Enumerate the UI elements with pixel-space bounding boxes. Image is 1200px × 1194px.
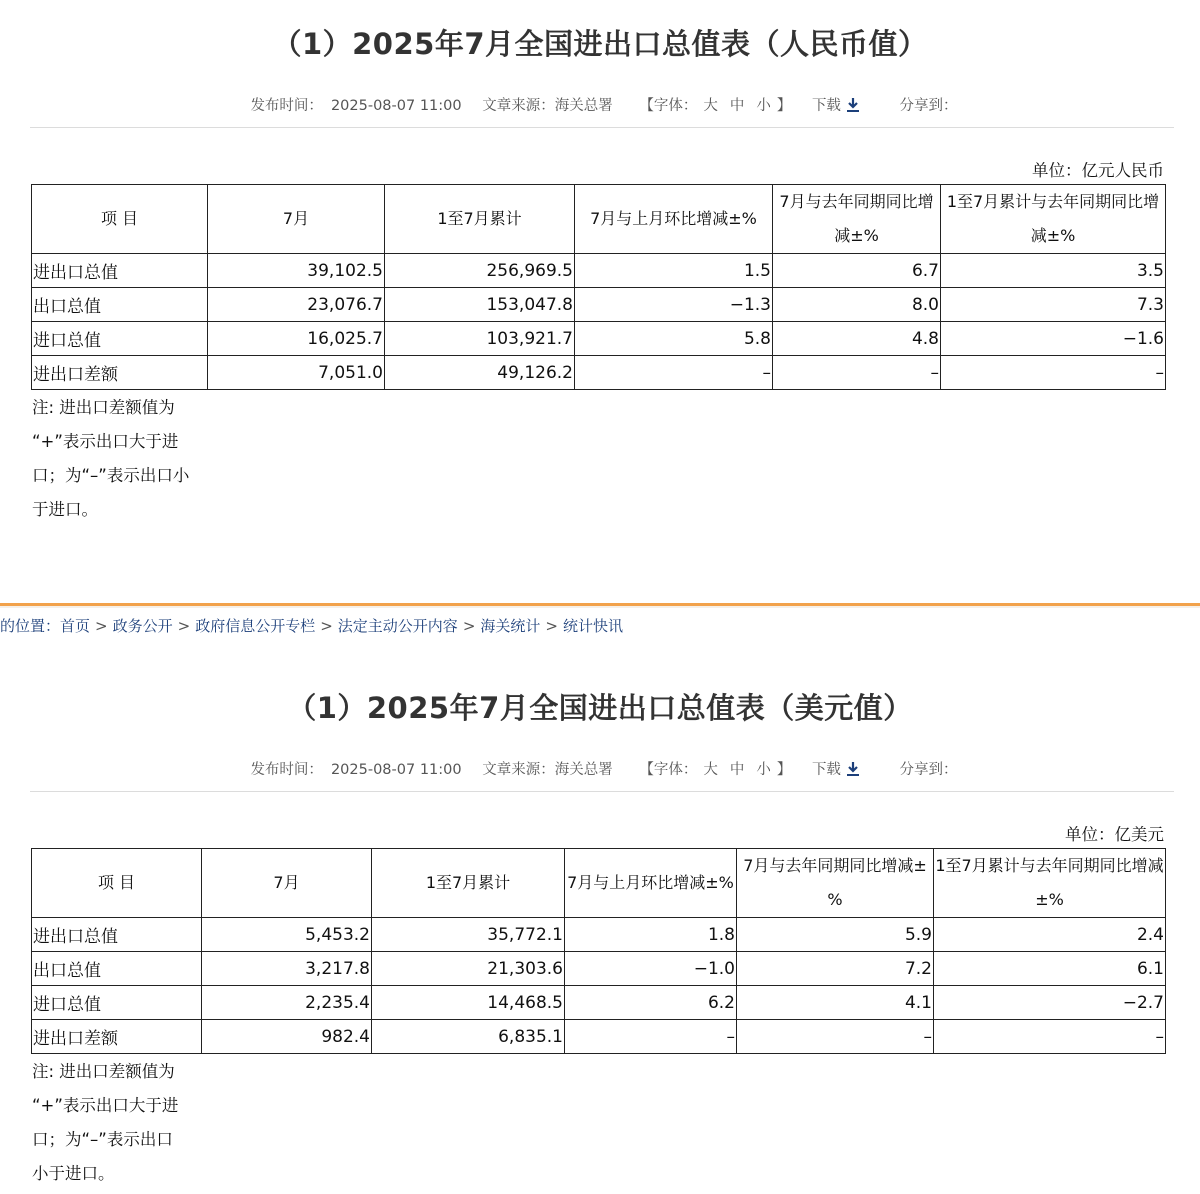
cell-yoy: 4.8: [773, 322, 941, 356]
source-label: 文章来源：: [482, 98, 555, 114]
download-arrow-icon: [847, 98, 859, 112]
cell-cumulative: 35,772.1: [372, 918, 565, 952]
cell-mom: –: [575, 356, 773, 390]
cell-month: 16,025.7: [208, 322, 385, 356]
breadcrumb-separator: >: [462, 617, 476, 635]
download-label: 下载: [811, 762, 841, 778]
table-row: [32, 288, 1166, 322]
row-label: 进口总值: [32, 322, 208, 356]
cell-mom: –: [565, 1020, 737, 1054]
note-line: 注: 进出口差额值为: [32, 1062, 175, 1081]
table-row: [32, 986, 1166, 1020]
cell-cumulative: 14,468.5: [372, 986, 565, 1020]
font-size-medium[interactable]: 中: [729, 762, 745, 778]
share-label: 分享到：: [899, 98, 958, 114]
cell-month: 23,076.7: [208, 288, 385, 322]
breadcrumb-stat-bulletin[interactable]: 统计快讯: [562, 617, 623, 635]
cell-yoy: 5.9: [737, 918, 934, 952]
table-row: [32, 1020, 1166, 1054]
source-name: 海关总署: [554, 762, 613, 778]
download-label: 下载: [811, 98, 841, 114]
header-month: 7月: [208, 185, 385, 254]
cell-mom: −1.0: [565, 952, 737, 986]
breadcrumb-separator: >: [95, 617, 108, 635]
cell-cumulative-yoy: 3.5: [941, 254, 1166, 288]
download-link[interactable]: [812, 758, 859, 779]
font-size-large[interactable]: 大: [703, 762, 718, 778]
cell-cumulative: 103,921.7: [385, 322, 575, 356]
font-size-large[interactable]: 大: [703, 98, 718, 114]
table-header-row: [32, 185, 1166, 254]
row-label: 出口总值: [32, 288, 208, 322]
cell-cumulative-yoy: −1.6: [941, 322, 1166, 356]
cell-yoy: –: [737, 1020, 934, 1054]
publish-label: 发布时间：: [250, 762, 323, 778]
table-header-row: [32, 849, 1166, 918]
trade-table-usd: [31, 848, 1166, 1054]
note-line: 口；为“–”表示出口: [32, 1130, 173, 1149]
cell-mom: 6.2: [565, 986, 737, 1020]
cell-mom: 5.8: [575, 322, 773, 356]
breadcrumb-info-disclosure[interactable]: 政府信息公开专栏: [195, 617, 316, 635]
row-label: 进口总值: [32, 986, 202, 1020]
cell-mom: −1.3: [575, 288, 773, 322]
article-meta: [0, 94, 1200, 115]
cell-cumulative-yoy: 6.1: [934, 952, 1166, 986]
cell-cumulative-yoy: –: [934, 1020, 1166, 1054]
breadcrumb-separator: >: [177, 617, 191, 635]
cell-mom: 1.8: [565, 918, 737, 952]
row-label: 进出口总值: [32, 254, 208, 288]
cell-month: 2,235.4: [202, 986, 372, 1020]
cell-yoy: 4.1: [737, 986, 934, 1020]
table-note: [32, 391, 212, 527]
header-item: 项 目: [32, 849, 202, 918]
breadcrumb-customs-statistics[interactable]: 海关统计: [480, 617, 541, 635]
cell-cumulative-yoy: 7.3: [941, 288, 1166, 322]
breadcrumb-separator: >: [545, 617, 558, 635]
unit-label: 单位：亿美元: [1065, 825, 1164, 844]
publish-time: 2025-08-07 11:00: [330, 762, 462, 778]
note-line: 小于进口。: [32, 1164, 115, 1183]
header-yoy-change: 7月与去年同期同比增减±%: [737, 849, 934, 918]
download-arrow-icon: [847, 762, 859, 776]
row-label: 进出口总值: [32, 918, 202, 952]
cell-month: 3,217.8: [202, 952, 372, 986]
publish-time: 2025-08-07 11:00: [330, 98, 462, 114]
breadcrumb-government-affairs[interactable]: 政务公开: [112, 617, 173, 635]
header-mom-change: 7月与上月环比增减±%: [565, 849, 737, 918]
cell-cumulative: 49,126.2: [385, 356, 575, 390]
breadcrumb-separator: >: [320, 617, 333, 635]
breadcrumb: [0, 615, 623, 636]
breadcrumb-home[interactable]: 首页: [60, 617, 91, 635]
publish-label: 发布时间：: [250, 98, 323, 114]
font-size-close: 】: [776, 98, 792, 114]
font-size-small[interactable]: 小: [756, 98, 771, 114]
header-month: 7月: [202, 849, 372, 918]
cell-month: 982.4: [202, 1020, 372, 1054]
table-row: [32, 254, 1166, 288]
table-row: [32, 322, 1166, 356]
note-line: 于进口。: [32, 500, 98, 519]
trade-table-rmb: [31, 184, 1166, 390]
cell-month: 39,102.5: [208, 254, 385, 288]
note-line: 注: 进出口差额值为: [32, 398, 175, 417]
cell-cumulative-yoy: 2.4: [934, 918, 1166, 952]
cell-month: 7,051.0: [208, 356, 385, 390]
breadcrumb-prefix: 的位置：: [0, 617, 61, 635]
table-row: [32, 918, 1166, 952]
article-meta: [0, 758, 1200, 779]
cell-yoy: –: [773, 356, 941, 390]
cell-month: 5,453.2: [202, 918, 372, 952]
cell-cumulative: 6,835.1: [372, 1020, 565, 1054]
note-line: “+”表示出口大于进: [32, 432, 179, 451]
note-line: 口；为“–”表示出口小: [32, 466, 190, 485]
source-name: 海关总署: [554, 98, 613, 114]
page-title: （1）2025年7月全国进出口总值表（美元值）: [287, 691, 913, 725]
header-cumulative-yoy: 1至7月累计与去年同期同比增减±%: [934, 849, 1166, 918]
row-label: 进出口差额: [32, 356, 208, 390]
header-cumulative: 1至7月累计: [385, 185, 575, 254]
cell-cumulative-yoy: −2.7: [934, 986, 1166, 1020]
share-label: 分享到：: [899, 762, 958, 778]
header-mom-change: 7月与上月环比增减±%: [575, 185, 773, 254]
font-size-open: 【字体：: [639, 98, 698, 114]
font-size-small[interactable]: 小: [756, 762, 771, 778]
cell-cumulative-yoy: –: [941, 356, 1166, 390]
table-row: [32, 952, 1166, 986]
cell-yoy: 7.2: [737, 952, 934, 986]
row-label: 出口总值: [32, 952, 202, 986]
cell-yoy: 6.7: [773, 254, 941, 288]
meta-divider: [30, 127, 1174, 128]
row-label: 进出口差额: [32, 1020, 202, 1054]
breadcrumb-statutory-disclosure[interactable]: 法定主动公开内容: [337, 617, 458, 635]
cell-cumulative: 153,047.8: [385, 288, 575, 322]
cell-yoy: 8.0: [773, 288, 941, 322]
header-cumulative: 1至7月累计: [372, 849, 565, 918]
page-title: （1）2025年7月全国进出口总值表（人民币值）: [272, 27, 928, 61]
font-size-medium[interactable]: 中: [729, 98, 745, 114]
font-size-close: 】: [776, 762, 792, 778]
download-link[interactable]: [812, 94, 859, 115]
usd-panel: [0, 603, 1200, 1194]
cell-cumulative: 21,303.6: [372, 952, 565, 986]
cell-cumulative: 256,969.5: [385, 254, 575, 288]
table-note: [32, 1055, 212, 1191]
cell-mom: 1.5: [575, 254, 773, 288]
header-yoy-change: 7月与去年同期同比增减±%: [773, 185, 941, 254]
unit-label: 单位：亿元人民币: [1032, 161, 1164, 180]
header-item: 项 目: [32, 185, 208, 254]
meta-divider: [30, 791, 1174, 792]
source-label: 文章来源：: [482, 762, 555, 778]
note-line: “+”表示出口大于进: [32, 1096, 179, 1115]
font-size-open: 【字体：: [639, 762, 698, 778]
header-cumulative-yoy: 1至7月累计与去年同期同比增减±%: [941, 185, 1166, 254]
table-row: [32, 356, 1166, 390]
